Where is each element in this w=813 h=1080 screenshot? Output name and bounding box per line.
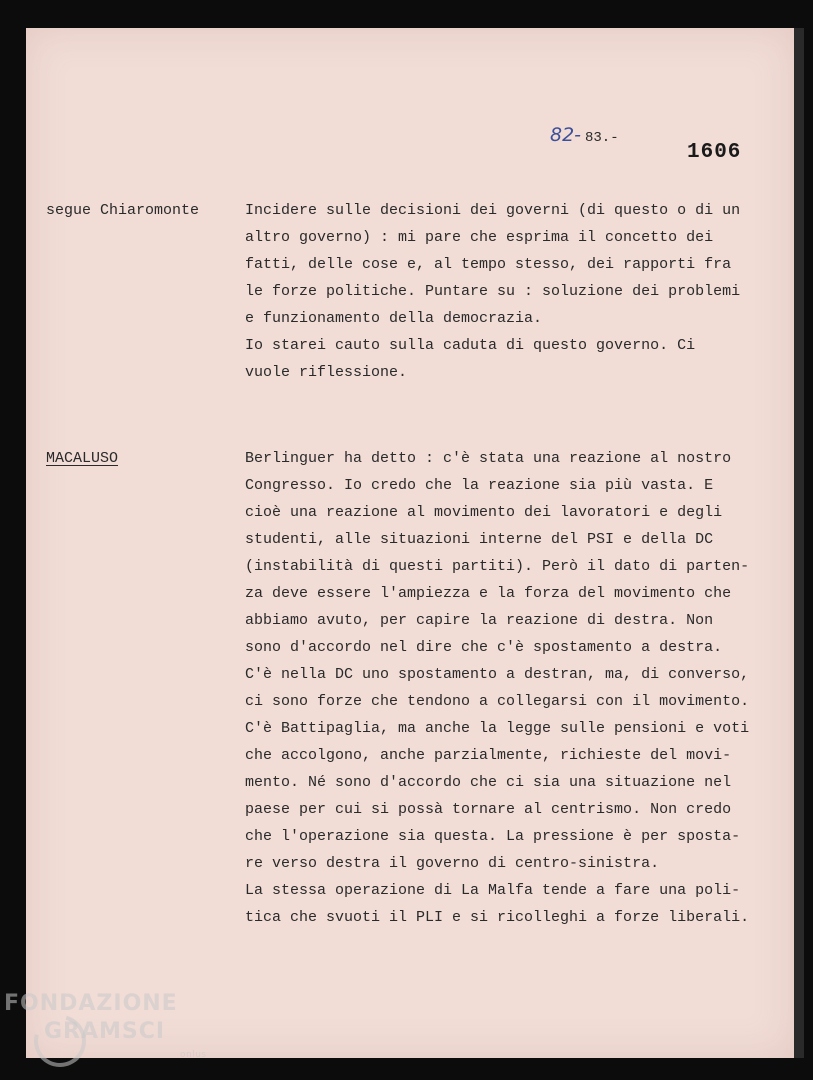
- text-line: re verso destra il governo di centro-sinistra.: [245, 855, 660, 872]
- speech-text-macaluso: [245, 445, 785, 931]
- text-line: tica che svuoti il PLI e si ricolleghi a forze liberali.: [245, 909, 750, 926]
- speaker-label-chiaromonte: segue Chiaromonte: [46, 202, 200, 219]
- speaker-label-macaluso: MACALUSO: [46, 450, 119, 467]
- text-line: altro governo) : mi pare che esprima il concetto dei: [245, 229, 714, 246]
- text-line: che l'operazione sia questa. La pressione è per sposta-: [245, 828, 741, 845]
- speech-text-chiaromonte: [245, 197, 785, 386]
- text-line: Berlinguer ha detto : c'è stata una reazione al nostro: [245, 450, 732, 467]
- text-line: La stessa operazione di La Malfa tende a fare una poli-: [245, 882, 741, 899]
- fondazione-gramsci-watermark: [4, 991, 207, 1060]
- text-line: ci sono forze che tendono a collegarsi con il movimento.: [245, 693, 750, 710]
- text-line: (instabilità di questi partiti). Però il dato di parten-: [245, 558, 750, 575]
- text-line: cioè una reazione al movimento dei lavoratori e degli: [245, 504, 723, 521]
- text-line: fatti, delle cose e, al tempo stesso, dei rapporti fra: [245, 256, 732, 273]
- text-line: paese per cui si possà tornare al centrismo. Non credo: [245, 801, 732, 818]
- text-line: Congresso. Io credo che la reazione sia più vasta. E: [245, 477, 714, 494]
- stamped-page-number: 1606: [687, 141, 742, 164]
- handwritten-page-number: 82-: [550, 124, 582, 146]
- text-line: mento. Né sono d'accordo che ci sia una situazione nel: [245, 774, 732, 791]
- text-line: che accolgono, anche parzialmente, richieste del movi-: [245, 747, 732, 764]
- text-line: sono d'accordo nel dire che c'è spostamento a destra.: [245, 639, 723, 656]
- watermark-line-3: onlus: [180, 1050, 207, 1060]
- watermark-logo-ring: [24, 1005, 95, 1076]
- text-line: e funzionamento della democrazia.: [245, 310, 543, 327]
- text-line: vuole riflessione.: [245, 364, 408, 381]
- text-line: Io starei cauto sulla caduta di questo governo. Ci: [245, 337, 696, 354]
- page-edge: [794, 28, 804, 1058]
- text-line: le forze politiche. Puntare su : soluzione dei problemi: [245, 283, 741, 300]
- text-line: C'è Battipaglia, ma anche la legge sulle pensioni e voti: [245, 720, 750, 737]
- watermark-line-2: GRAMSCI: [44, 1019, 166, 1044]
- text-line: za deve essere l'ampiezza e la forza del movimento che: [245, 585, 732, 602]
- text-line: Incidere sulle decisioni dei governi (di questo o di un: [245, 202, 741, 219]
- watermark-line-1: FONDAZIONE: [4, 991, 178, 1016]
- text-line: abbiamo avuto, per capire la reazione di destra. Non: [245, 612, 714, 629]
- text-line: studenti, alle situazioni interne del PSI e della DC: [245, 531, 714, 548]
- text-line: C'è nella DC uno spostamento a destran, ma, di converso,: [245, 666, 750, 683]
- typed-page-number: 83.-: [585, 130, 619, 146]
